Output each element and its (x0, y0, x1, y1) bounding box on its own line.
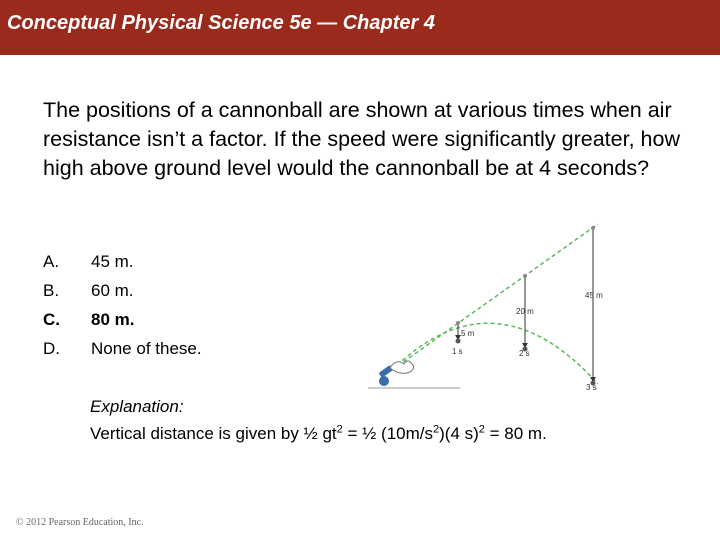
ball-curve-1s (456, 339, 461, 344)
explanation-heading: Explanation: (90, 397, 184, 416)
label-20m: 20 m (516, 307, 534, 316)
choice-letter: B. (43, 281, 60, 300)
choice-text: 60 m. (91, 281, 134, 300)
explanation (90, 397, 547, 444)
cannonball-diagram (360, 218, 620, 398)
label-45m: 45 m (585, 291, 603, 300)
choice-letter: D. (43, 339, 60, 358)
explanation-part: = ½ (10m/s (342, 424, 433, 443)
ball-straight-1s (456, 321, 460, 325)
label-1s: 1 s (452, 347, 463, 356)
explanation-part: Vertical distance is given by ½ gt (90, 424, 337, 443)
superscript: 2 (336, 423, 343, 436)
question-text: The positions of a cannonball are shown at various times when air resistance isn’t a factor. If the speed were significantly greater, how high above ground level would the cannonball be at 4 seconds? (43, 98, 680, 180)
label-5m: 5 m (461, 329, 475, 338)
straight-line-path (392, 224, 598, 370)
choice-text: 45 m. (91, 252, 134, 271)
superscript: 2 (433, 423, 440, 436)
explanation-body (90, 424, 547, 444)
slide-title: Conceptual Physical Science 5e — Chapter 4 (7, 12, 435, 34)
ball-straight-2s (523, 274, 527, 278)
slide-header (0, 0, 720, 55)
label-2s: 2 s (519, 349, 530, 358)
parabolic-trajectory (392, 323, 598, 384)
superscript: 2 (478, 423, 485, 436)
ball-straight-3s (591, 226, 595, 230)
cannon-icon (378, 361, 413, 386)
explanation-part: = 80 m. (484, 424, 547, 443)
copyright-notice: © 2012 Pearson Education, Inc. (16, 517, 144, 528)
explanation-part: )(4 s) (439, 424, 479, 443)
label-3s: 3 s (586, 383, 597, 392)
choice-text: None of these. (91, 339, 202, 358)
choice-letter: C. (43, 310, 60, 329)
choice-text: 80 m. (91, 310, 135, 329)
choice-letter: A. (43, 252, 60, 271)
